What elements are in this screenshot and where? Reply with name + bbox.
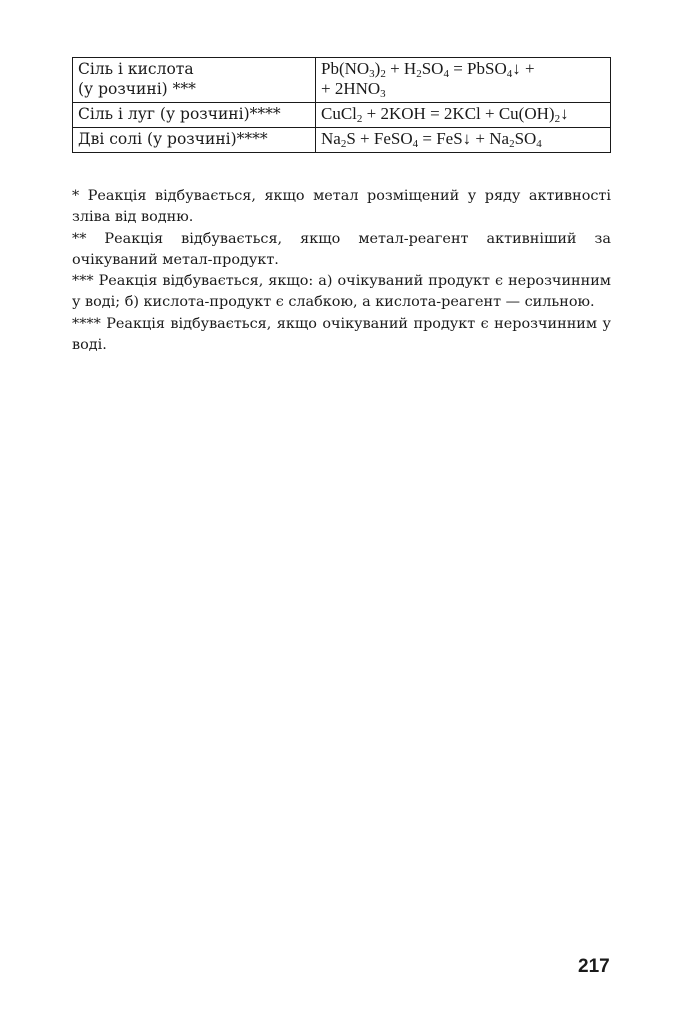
equation: CuCl$_2$ + $2KOH = 2KCl + Cu(OH)_2↓$: [321, 104, 569, 125]
reaction-type-cell: [73, 58, 316, 103]
equation-cell: [316, 128, 611, 153]
reaction-type-cell: [73, 103, 316, 128]
equation-cell: [316, 58, 611, 103]
footnote: ** Реакція відбувається, якщо метал-реагент активніший за очікуваний метал-продукт.: [72, 230, 611, 268]
footnotes: [72, 186, 611, 356]
reaction-type-cell: [73, 128, 316, 153]
table-row: [73, 128, 611, 153]
equation-cell: [316, 103, 611, 128]
equation: $Na_2S$ + FeSO$_4$ = FeS↓ + $Na_2SO_4$: [321, 129, 542, 150]
footnote: * Реакція відбувається, якщо метал розміщений у ряду активності зліва від водню.: [72, 188, 611, 226]
reaction-type-label: Сіль і кислота: [78, 60, 194, 78]
footnote: *** Реакція відбувається, якщо: а) очікуваний продукт є нерозчинним у воді; б) кислота-продукт є слабкою, а кислота-реагент — сильною.: [72, 273, 611, 311]
reaction-type-label: Сіль і луг (у розчині)****: [78, 105, 281, 123]
page-number: 217: [578, 956, 610, 977]
table-row: [73, 58, 611, 103]
equation-cont: + $2HNO_3$: [321, 79, 386, 100]
equation: $Pb(NO_3)_2 + H_2SO_4$ = PbSO$_4$↓ +: [321, 59, 535, 80]
table-row: [73, 103, 611, 128]
footnote: **** Реакція відбувається, якщо очікуваний продукт є нерозчинним у воді.: [72, 315, 611, 354]
reaction-type-label: Дві солі (у розчині)****: [78, 130, 268, 148]
reactions-table: [72, 57, 611, 153]
reaction-type-label-cont: (у розчині) ***: [78, 80, 196, 98]
